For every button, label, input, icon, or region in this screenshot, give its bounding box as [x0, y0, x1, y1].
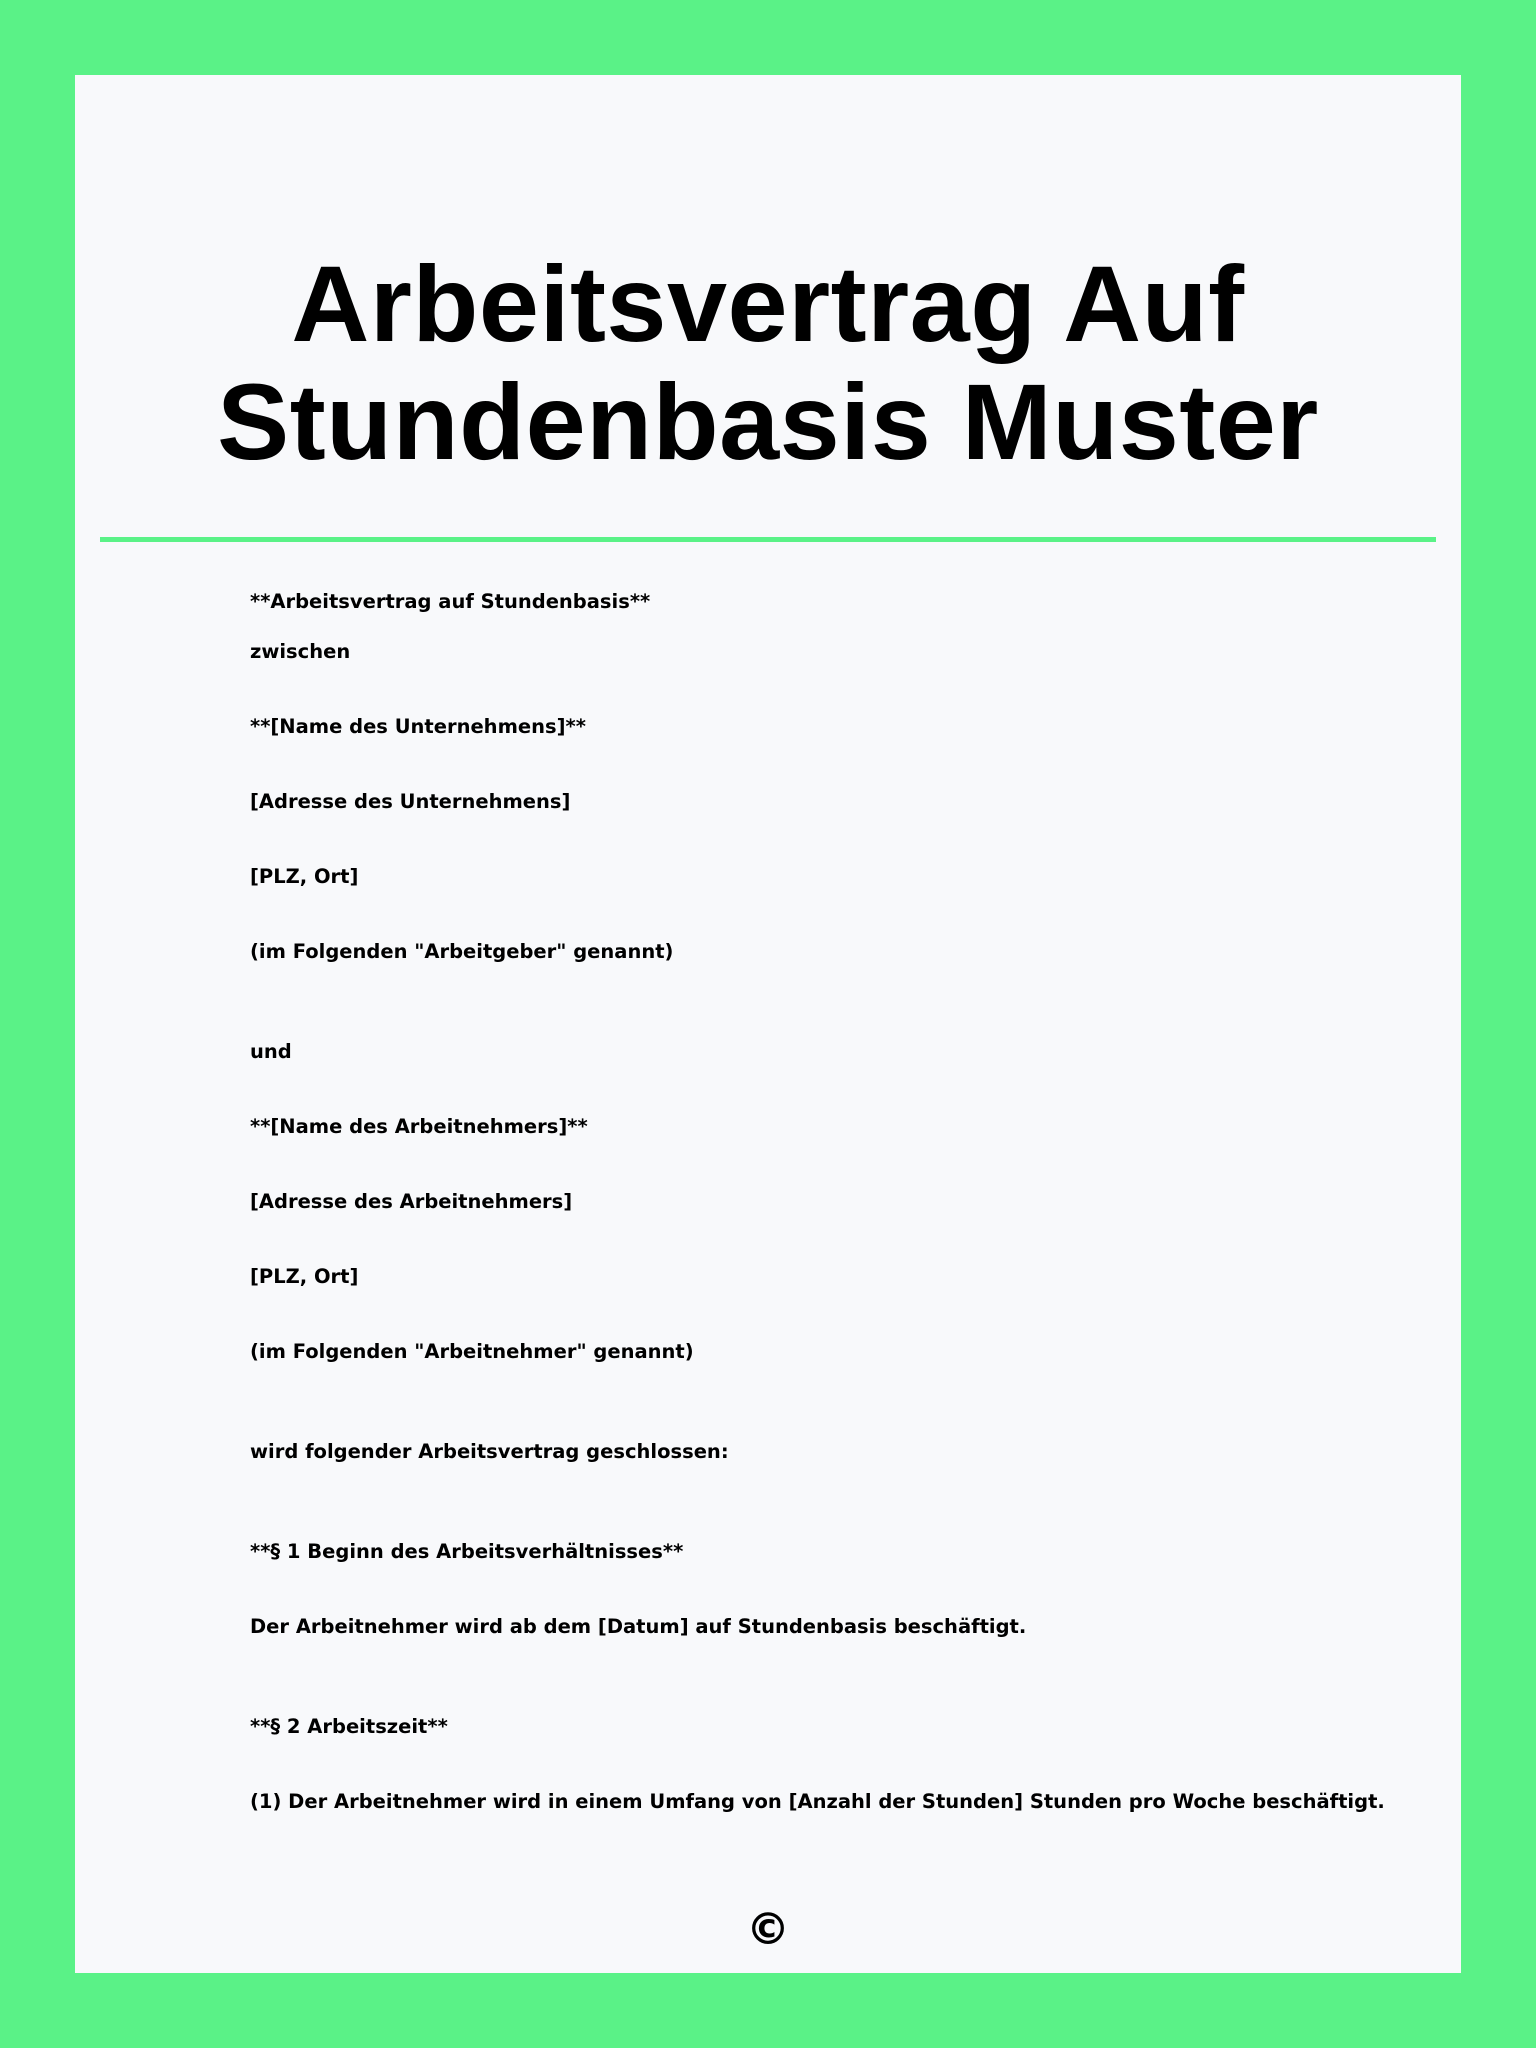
title-divider [100, 537, 1436, 542]
text-line: [PLZ, Ort] [250, 1265, 359, 1288]
text-line: [Adresse des Arbeitnehmers] [250, 1190, 573, 1213]
text-line: (im Folgenden "Arbeitgeber" genannt) [250, 940, 674, 963]
text-line: (im Folgenden "Arbeitnehmer" genannt) [250, 1340, 694, 1363]
text-line: [Adresse des Unternehmens] [250, 790, 571, 813]
contract-heading: **Arbeitsvertrag auf Stundenbasis** [250, 590, 651, 613]
text-line: **[Name des Arbeitnehmers]** [250, 1115, 588, 1138]
document-title [75, 245, 1461, 481]
section-heading: **§ 2 Arbeitszeit** [250, 1715, 448, 1738]
text-line: (1) Der Arbeitnehmer wird in einem Umfang von [Anzahl der Stunden] Stunden pro Woche beschäftigt. [250, 1790, 1385, 1813]
text-line: Der Arbeitnehmer wird ab dem [Datum] auf Stundenbasis beschäftigt. [250, 1615, 1027, 1638]
title-line-2: Stundenbasis Muster [217, 361, 1319, 482]
text-line: wird folgender Arbeitsvertrag geschlossen: [250, 1440, 729, 1463]
section-heading: **§ 1 Beginn des Arbeitsverhältnisses** [250, 1540, 684, 1563]
copyright-icon: © [746, 1904, 790, 1955]
text-line: [PLZ, Ort] [250, 865, 359, 888]
text-line: und [250, 1040, 292, 1063]
text-line: **[Name des Unternehmens]** [250, 715, 586, 738]
text-line: zwischen [250, 640, 351, 663]
title-line-1: Arbeitsvertrag Auf [291, 243, 1245, 364]
document-page [75, 75, 1461, 1973]
